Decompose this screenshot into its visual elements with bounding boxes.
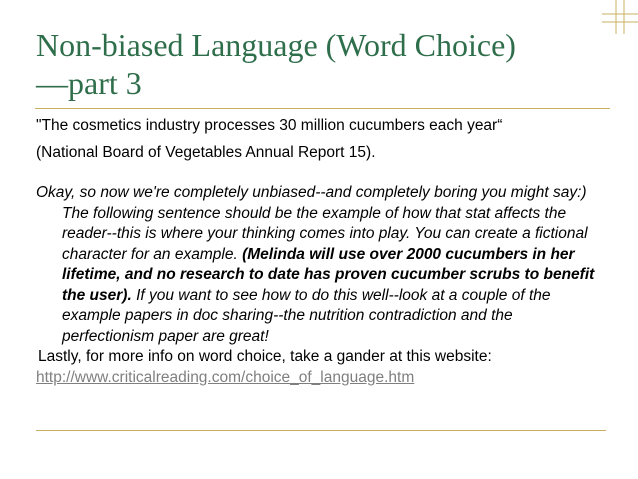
title-line-2: —part 3 — [36, 65, 142, 101]
explanation-paragraph — [36, 183, 606, 347]
bottom-divider — [36, 430, 606, 431]
title-divider — [35, 108, 610, 109]
closing-text: Lastly, for more info on word choice, take a gander at this website: — [38, 348, 492, 365]
paragraph-outro: If you want to see how to do this well--look at a couple of the example papers in doc sharing--the nutrition contradiction and the perfectionism paper are great! — [62, 286, 551, 345]
title-line-1: Non-biased Language (Word Choice) — [36, 27, 516, 63]
website-link[interactable]: http://www.criticalreading.com/choice_of_language.htm — [36, 368, 415, 386]
slide-body — [36, 116, 606, 388]
quote-text: "The cosmetics industry processes 30 million cucumbers each year“ — [36, 117, 503, 134]
paragraph-intro: Okay, so now we're completely unbiased--and completely boring you might say:) The following sentence should be the example of how that stat affects the reader--this is where your thinking comes into play. You can create a fictional character for an example. — [36, 184, 588, 263]
example-sentence: (Melinda will use over 2000 cucumbers in her lifetime, and no research to date has proven cucumber scrubs to benefit the user). — [62, 245, 595, 304]
page-title — [36, 26, 616, 102]
citation-text: (National Board of Vegetables Annual Report 15). — [36, 143, 376, 161]
